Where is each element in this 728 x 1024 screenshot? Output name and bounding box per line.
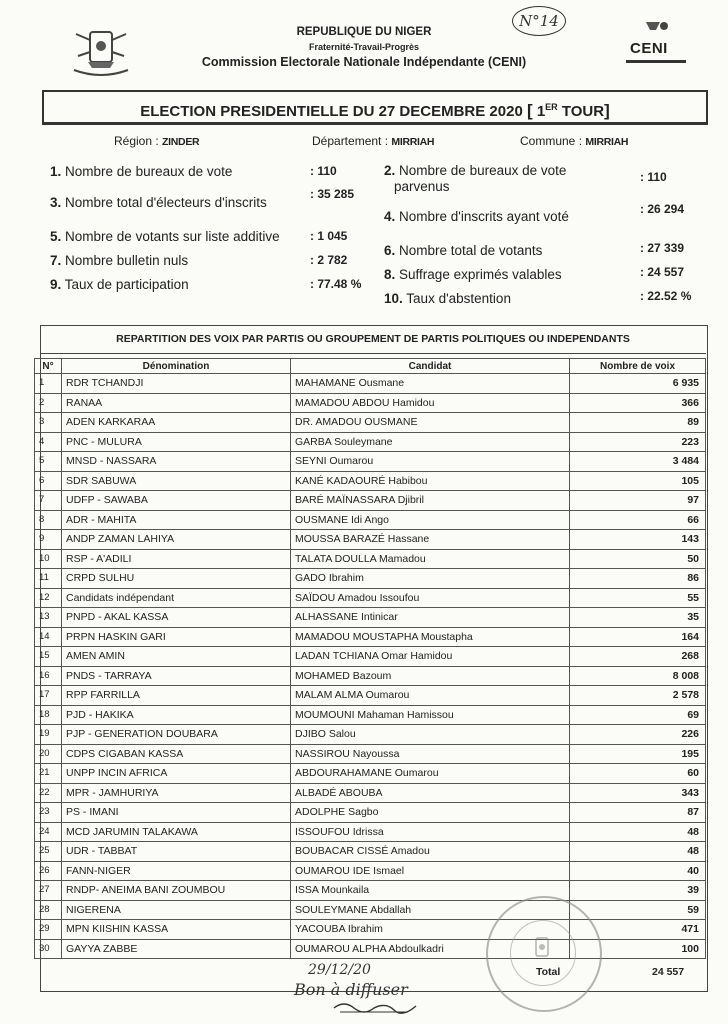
table-row (35, 608, 706, 628)
ceni-logo-text: CENI (630, 40, 668, 57)
table-row (35, 822, 706, 842)
party-name: PNC - MULURA (62, 432, 291, 452)
candidate-name: SAÏDOU Amadou Issoufou (291, 588, 570, 608)
vote-count: 100 (570, 939, 706, 959)
row-number: 12 (35, 588, 62, 608)
party-name: UDFP - SAWABA (62, 491, 291, 511)
row-number: 22 (35, 783, 62, 803)
vote-count: 105 (570, 471, 706, 491)
candidate-name: ISSA Mounkaila (291, 881, 570, 901)
header-candidat: Candidat (291, 359, 570, 374)
table-row (35, 900, 706, 920)
country-name: REPUBLIQUE DU NIGER (296, 26, 432, 38)
row-number: 4 (35, 432, 62, 452)
stat-bureaux-vote: 1. Nombre de bureaux de vote (50, 164, 233, 179)
table-row (35, 920, 706, 940)
candidate-name: BARÉ MAÏNASSARA Djibril (291, 491, 570, 511)
ceni-logo (626, 18, 686, 68)
vote-count: 143 (570, 530, 706, 550)
stat-taux-abstention-value: : 22.52 % (640, 289, 692, 303)
table-row (35, 939, 706, 959)
vote-count: 50 (570, 549, 706, 569)
departement-value: MIRRIAH (391, 136, 435, 148)
row-number: 15 (35, 647, 62, 667)
table-row (35, 452, 706, 472)
stat-bureaux-parvenus: 2. Nombre de bureaux de vote parvenus (384, 163, 567, 194)
row-number: 30 (35, 939, 62, 959)
row-number: 26 (35, 861, 62, 881)
stat-taux-abstention: 10. Taux d'abstention (384, 291, 511, 306)
row-number: 13 (35, 608, 62, 628)
candidate-name: MALAM ALMA Oumarou (291, 686, 570, 706)
table-row (35, 569, 706, 589)
table-row (35, 744, 706, 764)
candidate-name: MOUMOUNI Mahaman Hamissou (291, 705, 570, 725)
table-row (35, 686, 706, 706)
row-number: 2 (35, 393, 62, 413)
row-number: 10 (35, 549, 62, 569)
election-title-text: ELECTION PRESIDENTIELLE DU 27 DECEMBRE 2020 (140, 103, 523, 120)
table-row (35, 842, 706, 862)
row-number: 8 (35, 510, 62, 530)
table-row (35, 647, 706, 667)
departement-label: Département : (312, 134, 389, 148)
stat-votants-additive-value: : 1 045 (310, 229, 348, 243)
vote-count: 3 484 (570, 452, 706, 472)
candidate-name: DJIBO Salou (291, 725, 570, 745)
header-denomination: Dénomination (62, 359, 291, 374)
stat-taux-participation: 9. Taux de participation (50, 277, 189, 292)
candidate-name: TALATA DOULLA Mamadou (291, 549, 570, 569)
candidate-name: ISSOUFOU Idrissa (291, 822, 570, 842)
party-name: PRPN HASKIN GARI (62, 627, 291, 647)
candidate-name: OUMAROU IDE Ismael (291, 861, 570, 881)
vote-count: 195 (570, 744, 706, 764)
vote-count: 60 (570, 764, 706, 784)
stat-electeurs-inscrits-value: : 35 285 (310, 187, 355, 201)
vote-count: 8 008 (570, 666, 706, 686)
party-name: MNSD - NASSARA (62, 452, 291, 472)
commune-value: MIRRIAH (585, 136, 629, 148)
row-number: 25 (35, 842, 62, 862)
row-number: 23 (35, 803, 62, 823)
stat-votants-additive: 5. Nombre de votants sur liste additive (50, 229, 280, 244)
vote-count: 86 (570, 569, 706, 589)
table-row (35, 764, 706, 784)
row-number: 24 (35, 822, 62, 842)
party-name: RNDP- ANEIMA BANI ZOUMBOU (62, 881, 291, 901)
row-number: 19 (35, 725, 62, 745)
candidate-name: ALHASSANE Intinicar (291, 608, 570, 628)
party-name: PJP - GENERATION DOUBARA (62, 725, 291, 745)
national-motto: Fraternité-Travail-Progrès (308, 42, 420, 52)
party-name: ANDP ZAMAN LAHIYA (62, 530, 291, 550)
table-row (35, 491, 706, 511)
row-number: 29 (35, 920, 62, 940)
party-name: MCD JARUMIN TALAKAWA (62, 822, 291, 842)
party-name: PNDS - TARRAYA (62, 666, 291, 686)
stat-suffrages-valables-value: : 24 557 (640, 265, 685, 279)
stat-total-votants-value: : 27 339 (640, 241, 685, 255)
party-name: ADR - MAHITA (62, 510, 291, 530)
candidate-name: MAHAMANE Ousmane (291, 374, 570, 394)
ceni-emblem-icon (626, 18, 686, 40)
stat-suffrages-valables: 8. Suffrage exprimés valables (384, 267, 562, 282)
row-number: 7 (35, 491, 62, 511)
party-name: PS - IMANI (62, 803, 291, 823)
table-row (35, 861, 706, 881)
candidate-name: NASSIROU Nayoussa (291, 744, 570, 764)
table-row (35, 530, 706, 550)
candidate-name: ABDOURAHAMANE Oumarou (291, 764, 570, 784)
row-number: 14 (35, 627, 62, 647)
results-table (34, 358, 706, 959)
vote-count: 87 (570, 803, 706, 823)
party-name: PNPD - AKAL KASSA (62, 608, 291, 628)
vote-count: 35 (570, 608, 706, 628)
party-name: FANN-NIGER (62, 861, 291, 881)
party-name: ADEN KARKARAA (62, 413, 291, 433)
vote-count: 226 (570, 725, 706, 745)
party-name: RSP - A'ADILI (62, 549, 291, 569)
candidate-name: GARBA Souleymane (291, 432, 570, 452)
candidate-name: GADO Ibrahim (291, 569, 570, 589)
commune-field (520, 134, 628, 148)
table-row (35, 588, 706, 608)
vote-count: 97 (570, 491, 706, 511)
vote-count: 6 935 (570, 374, 706, 394)
party-name: MPR - JAMHURIYA (62, 783, 291, 803)
row-number: 20 (35, 744, 62, 764)
table-row (35, 881, 706, 901)
vote-count: 48 (570, 842, 706, 862)
table-row (35, 432, 706, 452)
party-name: MPN KIISHIN KASSA (62, 920, 291, 940)
vote-count: 268 (570, 647, 706, 667)
candidate-name: ALBADÉ ABOUBA (291, 783, 570, 803)
stat-electeurs-inscrits: 3. Nombre total d'électeurs d'inscrits (50, 195, 267, 210)
vote-count: 66 (570, 510, 706, 530)
party-name: RANAA (62, 393, 291, 413)
row-number: 3 (35, 413, 62, 433)
party-name: UDR - TABBAT (62, 842, 291, 862)
document-number: N°14 (512, 6, 566, 36)
handwritten-note: Bon à diffuser (294, 980, 408, 999)
table-row (35, 666, 706, 686)
candidate-name: MAMADOU ABDOU Hamidou (291, 393, 570, 413)
vote-count: 164 (570, 627, 706, 647)
row-number: 27 (35, 881, 62, 901)
party-name: AMEN AMIN (62, 647, 291, 667)
table-row (35, 549, 706, 569)
row-number: 16 (35, 666, 62, 686)
row-number: 1 (35, 374, 62, 394)
party-name: GAYYA ZABBE (62, 939, 291, 959)
candidate-name: OUMAROU ALPHA Abdoulkadri (291, 939, 570, 959)
candidate-name: LADAN TCHIANA Omar Hamidou (291, 647, 570, 667)
total-value: 24 557 (652, 966, 685, 978)
stat-inscrits-ayant-vote-value: : 26 294 (640, 202, 685, 216)
candidate-name: OUSMANE Idi Ango (291, 510, 570, 530)
candidate-name: MOUSSA BARAZÉ Hassane (291, 530, 570, 550)
stat-bureaux-parvenus-value: : 110 (640, 170, 667, 184)
stat-bulletins-nuls: 7. Nombre bulletin nuls (50, 253, 189, 268)
candidate-name: BOUBACAR CISSÉ Amadou (291, 842, 570, 862)
row-number: 17 (35, 686, 62, 706)
table-row (35, 783, 706, 803)
election-title: ELECTION PRESIDENTIELLE DU 27 DECEMBRE 2020 [ 1ER TOUR] (42, 90, 708, 125)
signature-icon (330, 998, 420, 1018)
candidate-name: MAMADOU MOUSTAPHA Moustapha (291, 627, 570, 647)
stat-bulletins-nuls-value: : 2 782 (310, 253, 348, 267)
header-number: N° (35, 359, 62, 374)
row-number: 21 (35, 764, 62, 784)
party-name: SDR SABUWA (62, 471, 291, 491)
region-value: ZINDER (162, 136, 200, 148)
handwritten-date: 29/12/20 (308, 962, 371, 978)
row-number: 5 (35, 452, 62, 472)
row-number: 6 (35, 471, 62, 491)
table-row (35, 725, 706, 745)
party-name: NIGERENA (62, 900, 291, 920)
vote-count: 366 (570, 393, 706, 413)
party-name: UNPP INCIN AFRICA (62, 764, 291, 784)
party-name: RDR TCHANDJI (62, 374, 291, 394)
candidate-name: MOHAMED Bazoum (291, 666, 570, 686)
vote-count: 89 (570, 413, 706, 433)
commune-label: Commune : (520, 134, 583, 148)
candidate-name: SOULEYMANE Abdallah (291, 900, 570, 920)
table-row (35, 471, 706, 491)
table-row (35, 705, 706, 725)
stat-inscrits-ayant-vote: 4. Nombre d'inscrits ayant voté (384, 209, 569, 224)
tour-word: TOUR (561, 103, 605, 120)
stat-taux-participation-value: : 77.48 % (310, 277, 362, 291)
vote-count: 223 (570, 432, 706, 452)
table-row (35, 374, 706, 394)
candidate-name: DR. AMADOU OUSMANE (291, 413, 570, 433)
vote-count: 59 (570, 900, 706, 920)
vote-count: 69 (570, 705, 706, 725)
row-number: 9 (35, 530, 62, 550)
total-label: Total (536, 966, 561, 978)
stamp-emblem-icon (528, 934, 556, 964)
candidate-name: SEYNI Oumarou (291, 452, 570, 472)
table-row (35, 803, 706, 823)
vote-count: 55 (570, 588, 706, 608)
table-row (35, 627, 706, 647)
region-field (114, 134, 199, 148)
party-name: CDPS CIGABAN KASSA (62, 744, 291, 764)
row-number: 18 (35, 705, 62, 725)
table-row (35, 393, 706, 413)
vote-count: 2 578 (570, 686, 706, 706)
table-header-row (35, 359, 706, 374)
tour-superscript: ER (545, 102, 558, 112)
party-name: PJD - HAKIKA (62, 705, 291, 725)
results-section-title: REPARTITION DES VOIX PAR PARTIS OU GROUPEMENT DE PARTIS POLITIQUES OU INDEPENDANTS (40, 325, 706, 354)
party-name: CRPD SULHU (62, 569, 291, 589)
header-nombre-voix: Nombre de voix (570, 359, 706, 374)
stat-bureaux-vote-value: : 110 (310, 164, 337, 178)
departement-field (312, 134, 434, 148)
candidate-name: ADOLPHE Sagbo (291, 803, 570, 823)
row-number: 28 (35, 900, 62, 920)
vote-count: 471 (570, 920, 706, 940)
tour-number: 1 (536, 103, 546, 120)
table-row (35, 510, 706, 530)
vote-count: 343 (570, 783, 706, 803)
vote-count: 39 (570, 881, 706, 901)
table-row (35, 413, 706, 433)
commission-name: Commission Electorale Nationale Indépendante (CENI) (201, 55, 527, 69)
party-name: RPP FARRILLA (62, 686, 291, 706)
candidate-name: YACOUBA Ibrahim (291, 920, 570, 940)
vote-count: 48 (570, 822, 706, 842)
stat-total-votants: 6. Nombre total de votants (384, 243, 543, 258)
row-number: 11 (35, 569, 62, 589)
region-label: Région : (114, 134, 159, 148)
vote-count: 40 (570, 861, 706, 881)
party-name: Candidats indépendant (62, 588, 291, 608)
candidate-name: KANÉ KADAOURÉ Habibou (291, 471, 570, 491)
